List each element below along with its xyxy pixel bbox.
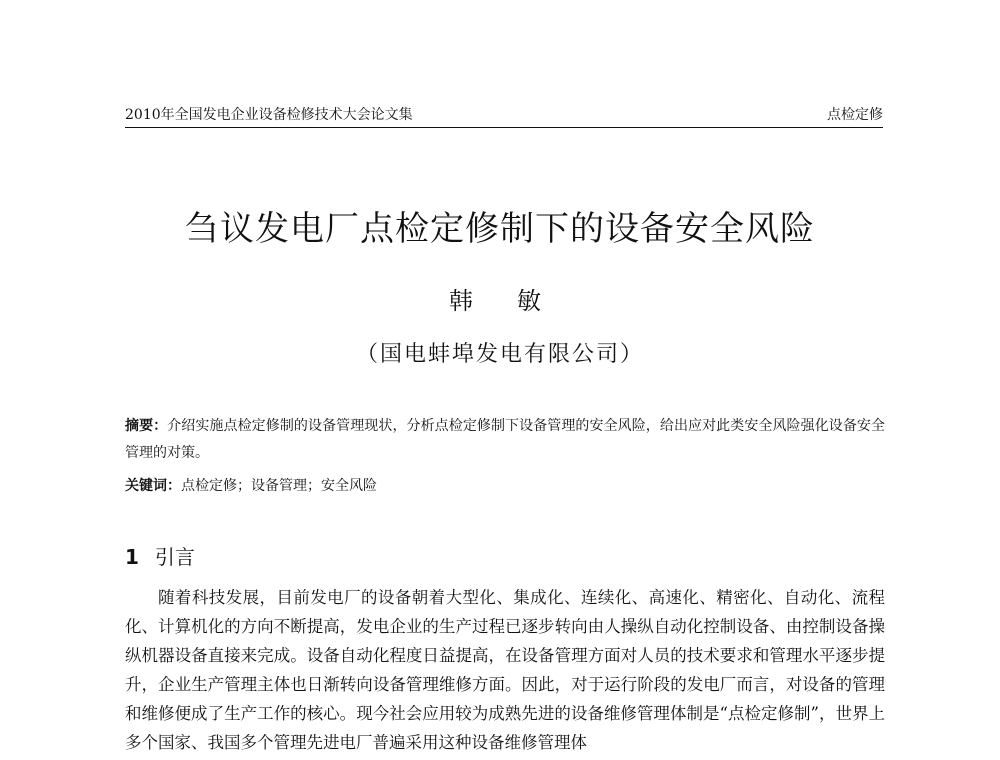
header-proceedings-title: 2010年全国发电企业设备检修技术大会论文集: [125, 107, 413, 123]
section-title: 引言: [154, 545, 195, 569]
body-paragraph: 随着科技发展，目前发电厂的设备朝着大型化、集成化、连续化、高速化、精密化、自动化、流程化、计算机化的方向不断提高，发电企业的生产过程已逐步转向由人操纵自动化控制设备、由控制设备操纵机器设备直接来完成。设备自动化程度日益提高，在设备管理方面对人员的技术要求和管理水平逐步提升，企业生产管理主体也日渐转向设备管理维修方面。因此，对于运行阶段的发电厂而言，对设备的管理和维修便成了生产工作的核心。现今社会应用较为成熟先进的设备维修管理体制是“点检定修制”，世界上多个国家、我国多个管理先进电厂普遍采用这种设备维修管理体: [125, 588, 885, 752]
keywords: [125, 473, 885, 500]
paper-title: 刍议发电厂点检定修制下的设备安全风险: [185, 209, 815, 249]
keywords-label: 关键词：: [125, 478, 181, 494]
section-number: 1: [125, 545, 139, 569]
abstract-label: 摘要：: [125, 418, 168, 434]
running-header: [125, 105, 883, 128]
header-section-name: 点检定修: [827, 107, 883, 123]
abstract-text: 介绍实施点检定修制的设备管理现状，分析点检定修制下设备管理的安全风险，给出应对此类安全风险强化设备安全管理的对策。: [125, 418, 886, 461]
author-name: 韩 敏: [449, 287, 551, 315]
keywords-text: 点检定修；设备管理；安全风险: [181, 478, 377, 494]
author-affiliation: （国电蚌埠发电有限公司）: [355, 342, 644, 367]
abstract: [125, 413, 885, 467]
section-heading: [125, 543, 195, 571]
